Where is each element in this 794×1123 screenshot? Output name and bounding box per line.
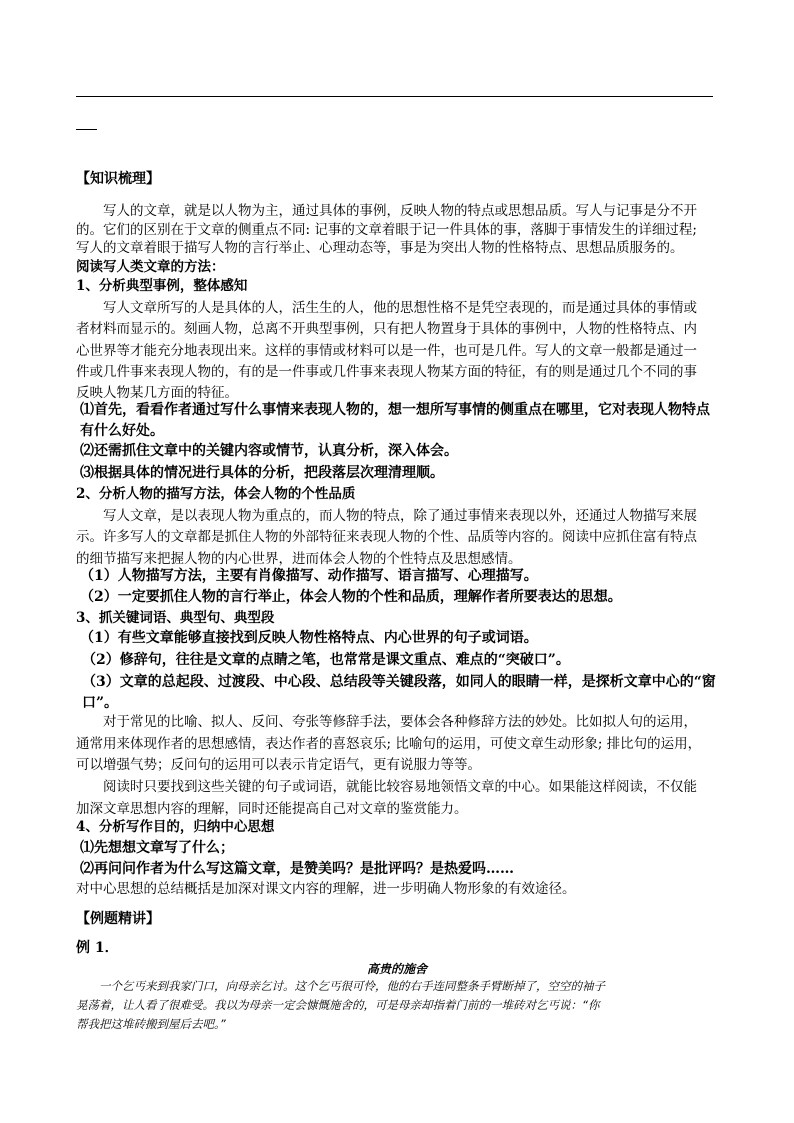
m4-summary: 对中心思想的总结概括是加深对课文内容的理解，进一步明确人物形象的有效途径。: [76, 881, 576, 897]
intro-line-1: 写人的文章，就是以人物为主，通过具体的事例，反映人物的特点或思想品质。写人与记事是分不开: [103, 203, 697, 219]
m1-heading: 1、分析典型事例，整体感知: [76, 278, 248, 294]
m3-point-2: （2）修辞句，往往是文章的点睛之笔，也常常是课文重点、难点的“突破口”。: [82, 652, 570, 668]
m2-heading: 2、分析人物的描写方法，体会人物的个性品质: [76, 486, 356, 502]
section-examples-heading: 【例题精讲】: [76, 911, 160, 927]
intro-line-2: 的。它们的区别在于文章的侧重点不同: 记事的文章着眼于记一件具体的事，落脚于事情发生的详细过程;: [76, 221, 697, 238]
m3-point-3: [76, 672, 730, 714]
m3-point-3a: （3）文章的总起段、过渡段、中心段、总结段等关键段落，如同人的眼睛一样，是探析文章中心的“窗: [82, 674, 716, 690]
m2-line-3: 的细节描写来把握人物的内心世界，进而体会人物的个性特点及思想感情。: [76, 550, 522, 567]
m4-heading: 4、分析写作目的，归纳中心思想: [76, 819, 275, 835]
m4-point-2: ⑵再问问作者为什么写这篇文章，是赞美吗？是批评吗？是热爱吗……: [80, 861, 514, 877]
m3-p1-line-1: 对于常见的比喻、拟人、反问、夸张等修辞手法，要体会各种修辞方法的妙处。比如拟人句的运用，: [103, 714, 697, 730]
m3-point-3b: 口”。: [82, 695, 119, 711]
story-text: [76, 977, 718, 1034]
story-title: 高贵的施舍: [366, 962, 427, 976]
m2-line-2: 示。许多写人的文章都是抓住人物的外部特征来表现人物的个性、品质等内容的。阅读中应抓住富有特点: [76, 529, 697, 546]
m1-point-1: [76, 400, 728, 442]
m1-line-5: 反映人物某几方面的特征。: [76, 385, 238, 402]
story-line-2: 晃荡着，让人看了很难受。我以为母亲一定会慷慨施舍的，可是母亲却指着门前的一堆砖对乞丐说：“你: [76, 998, 600, 1012]
m1-point-1a: ⑴首先，看看作者通过写什么事情来表现人物的，想一想所写事情的侧重点在哪里，它对表现人物特点: [80, 402, 710, 418]
story-line-1: 一个乞丐来到我家门口，向母亲乞讨。这个乞丐很可怜，他的右手连同整条手臂断掉了，空空的袖子: [99, 979, 605, 993]
m1-line-3: 心世界等才能充分地表现出来。这样的事情或材料可以是一件，也可是几件。写人的文章一般都是通过一: [76, 342, 697, 359]
m3-point-1: （1）有些文章能够直接找到反映人物性格特点、内心世界的句子或词语。: [80, 630, 538, 646]
m1-point-1b: 有什么好处。: [80, 423, 164, 439]
m4-point-1: ⑴先想想文章写了什么；: [80, 840, 234, 856]
header-rule: [76, 96, 713, 97]
section-knowledge-heading: 【知识梳理】: [76, 171, 160, 187]
m2-line-1: 写人文章，是以表现人物为重点的，而人物的特点，除了通过事情来表现以外，还通过人物描写来展: [103, 508, 697, 524]
methods-title: 阅读写人类文章的方法：: [76, 259, 225, 275]
m3-p2-line-1: 阅读时只要找到这些关键的句子或词语，就能比较容易地领悟文章的中心。如果能这样阅读，不仅能: [103, 779, 697, 795]
m1-line-2: 者材料而显示的。刻画人物，总离不开典型事例，只有把人物置身于具体的事例中，人物的性格特点、内: [76, 321, 697, 338]
m3-p1-line-3: 可以增强气势；反问句的运用可以表示肯定语气，更有说服力等等。: [76, 757, 481, 773]
story-line-3: 帮我把这堆砖搬到屋后去吧。”: [76, 1017, 226, 1031]
m3-paragraph-1: [76, 712, 724, 777]
m1-paragraph: [76, 298, 724, 404]
m2-point-2: （2）一定要抓住人物的言行举止，体会人物的个性和品质，理解作者所要表达的思想。: [80, 589, 622, 605]
m2-paragraph: [76, 506, 724, 570]
short-rule: [76, 129, 97, 130]
m1-point-2: ⑵还需抓住文章中的关键内容或情节，认真分析，深入体会。: [80, 443, 458, 459]
intro-line-3: 写人的文章着眼于描写人物的言行举止、心理动态等，事是为突出人物的性格特点、思想品质服务的。: [76, 240, 684, 257]
intro-paragraph: [76, 202, 724, 258]
m3-p2-line-2: 加深文章思想内容的理解，同时还能提高自己对文章的鉴赏能力。: [76, 800, 468, 817]
m1-point-3: ⑶根据具体的情况进行具体的分析，把段落层次理清理顺。: [80, 465, 444, 481]
m3-p1-line-2: 通常用来体现作者的思想感情，表达作者的喜怒哀乐; 比喻句的运用，可使文章生动形象; 排比句的运用，: [76, 735, 702, 752]
m1-line-4: 件或几件事来表现人物的，有的是一件事或几件事来表现人物某方面的特征，有的则是通过几个不同的事: [76, 363, 697, 380]
m3-heading: 3、抓关键词语、典型句、典型段: [76, 610, 275, 626]
m3-paragraph-2: [76, 777, 724, 820]
example-label: 例 1．: [76, 940, 119, 956]
m2-point-1: （1）人物描写方法，主要有肖像描写、动作描写、语言描写、心理描写。: [80, 568, 538, 584]
m1-line-1: 写人文章所写的人是具体的人，活生生的人，他的思想性格不是凭空表现的，而是通过具体的事情或: [103, 300, 697, 316]
